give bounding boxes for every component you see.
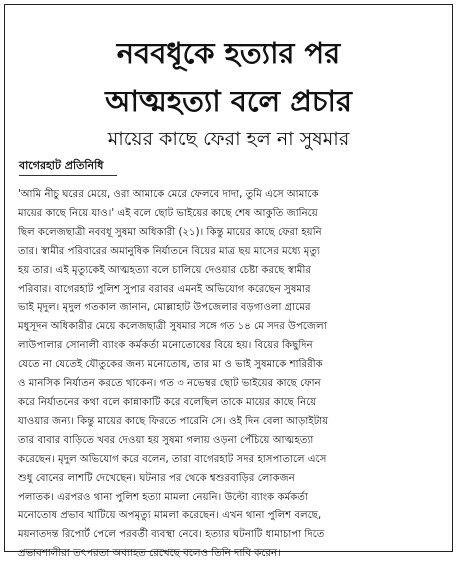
article-body-line: ও মানসিক নির্যাতন করতে থাকেন। গত ৩ নভেম্বর ছোট ভাইয়ের কাছে ফোন — [18, 378, 321, 390]
subheadline: মায়ের কাছে ফেরা হল না সুষমার — [107, 128, 350, 150]
article-body-line: মায়ের কাছে নিয়ে যাও।' এই বলে ছোট ভাইয়ের কাছে শেষ আকুতি জানিয়ে — [18, 207, 318, 219]
article-body-line: শুধু বোনের লাশটি দেখেছেন। ঘটনার পর থেকে শ্বশুরবাড়ির লোকজন — [18, 472, 295, 484]
article-body-line: মনোতোষ প্রভাব খাটিয়ে অপমৃত্যু মামলা করেছেন। এখন থানা পুলিশ বলছে, — [18, 510, 322, 522]
clipping-inner — [5, 5, 452, 560]
article-body-line: পরিবার। বাগেরহাট পুলিশ সুপার বরাবর এমনই অভিযোগ করেছেন সুষমার — [18, 283, 311, 295]
article-body-line: ময়নাতদন্ত রিপোর্ট পেলে পরবর্তী ব্যবস্থা নেবে। হত্যার ঘটনাটি ধামাচাপা দিতে — [18, 529, 325, 541]
byline-underline — [19, 175, 117, 176]
article-body — [18, 186, 441, 560]
article-body-line: তার বাবার বাড়িতে খবর দেওয়া হয় সুষমা গলায় ওড়না পেঁচিয়ে আত্মহত্যা — [18, 434, 314, 446]
article-body-line: হয় তার। এই মৃত্যুকেই আত্মহত্যা বলে চালিয়ে দেওয়ার চেষ্টা করছে স্বামীর — [18, 264, 311, 276]
news-clipping — [4, 4, 453, 560]
article-body-line: করেছেন। মৃদুল অভিযোগ করে বলেন, তারা বাগেরহাট সদর হাসপাতালে এসে — [18, 453, 327, 465]
article-body-line: লাউপালার সোনালী ব্যাংক কর্মকর্তা মনোতোষের বিয়ে হয়। বিয়ের কিছুদিন — [18, 340, 313, 352]
article-body-line: প্রভাবশালীরা তৎপরতা অব্যাহত রেখেছে বলেও তিনি দাবি করেন। — [18, 548, 281, 560]
article-body-line: ভাই মৃদুল। মৃদুল গতকাল জানান, মোল্লাহাট উপজেলার বড়গাওলা গ্রামের — [18, 302, 311, 314]
byline: বাগেরহাট প্রতিনিধি — [19, 159, 104, 172]
article-body-line: মধুসূদন অধিকারীর মেয়ে কলেজছাত্রী সুষমার সঙ্গে গত ১৪ মে সদর উপজেলা — [18, 321, 327, 333]
article-body-line: করে নির্যাতনের কথা বলে কান্নাকাটি করে বলেছিল তাকে মায়ের কাছে নিয়ে — [18, 396, 317, 408]
headline-line-1: নববধূকে হত্যার পর — [116, 36, 341, 70]
headline-line-2: আত্মহত্যা বলে প্রচার — [105, 84, 352, 118]
article-body-line: 'আমি নীচু ঘরের মেয়ে, ওরা আমাকে মেরে ফেলবে দাদা, তুমি এসে আমাকে — [18, 189, 319, 200]
article-body-line: যেতে না যেতেই যৌতুকের জন্য মনোতোষ, তার মা ও ভাই সুষমাকে শারিরীক — [18, 359, 323, 371]
article-body-line: যাওয়ার জন্য। কিন্তু মায়ের কাছে ফিরতে পারেনি সে। ওই দিন বেলা আড়াইটায় — [18, 415, 329, 427]
article-body-line: পলাতক। এরপরও থানা পুলিশ হত্যা মামলা নেয়নি। উল্টো ব্যাংক কর্মকর্তা — [18, 491, 309, 503]
article-body-line: ছিল কলেজছাত্রী নববধূ সুষমা অধিকারী (২১)। কিন্তু মায়ের কাছে ফেরা হয়নি — [18, 226, 322, 238]
article-body-line: তার। স্বামীর পরিবারের অমানুষিক নির্যাতনে বিয়ের মাত্র ছয় মাসের মধ্যে মৃত্যু — [18, 245, 320, 257]
